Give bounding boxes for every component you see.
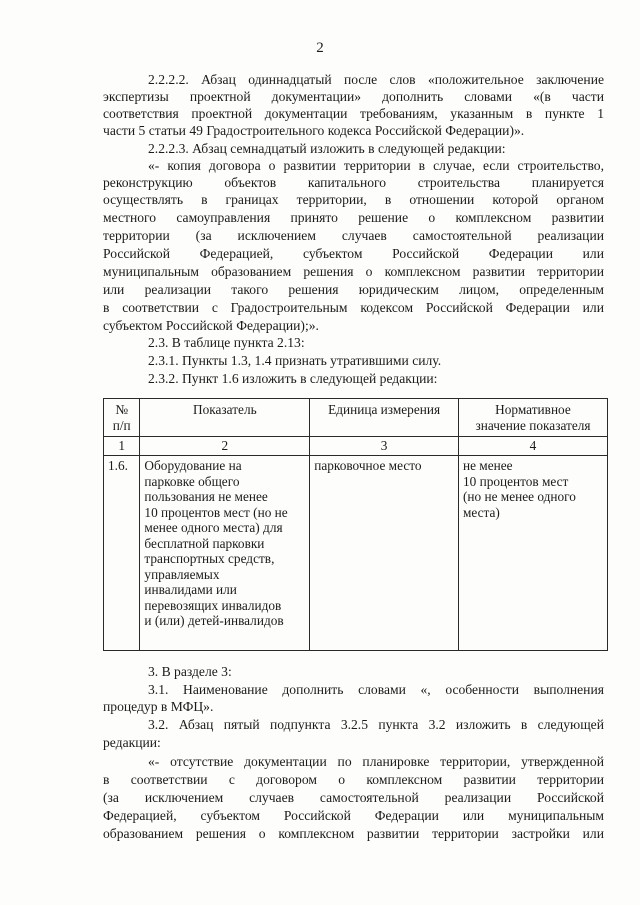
paragraph-heading: 2.3.2. Пункт 1.6 изложить в следующей редакции: bbox=[148, 371, 438, 386]
column-number: 1 bbox=[104, 437, 140, 456]
paragraph-line: редакции: bbox=[103, 735, 161, 750]
row-indicator bbox=[140, 456, 310, 651]
section-heading: 3. В разделе 3: bbox=[148, 664, 232, 679]
indicator-line: транспортных средств, bbox=[144, 551, 275, 566]
quote-line: в соответствии с договором о комплексном развитии территории bbox=[103, 772, 604, 787]
paragraph-line: 3.2. Абзац пятый подпункта 3.2.5 пункта 3.2 изложить в следующей bbox=[148, 717, 604, 732]
paragraph-heading: 2.2.2.3. Абзац семнадцатый изложить в следующей редакции: bbox=[148, 141, 506, 156]
paragraph-line: соответствия проектной документации требованиям, указанным в пункте 1 bbox=[103, 106, 604, 121]
quote-line: местного самоуправления принято решение о комплексном развитии bbox=[103, 210, 604, 225]
header-norm-line: значение показателя bbox=[475, 417, 591, 433]
indicator-line: менее одного места) для bbox=[144, 520, 283, 535]
quote-line: (за исключением случаев самостоятельной реализации Российской bbox=[103, 790, 604, 805]
indicator-line: 10 процентов мест (но не bbox=[144, 504, 288, 520]
indicator-line: пользования не менее bbox=[144, 489, 268, 504]
indicator-line: бесплатной парковки bbox=[144, 535, 265, 551]
quote-line: в соответствии с Градостроительным кодексом Российской Федерации или bbox=[103, 300, 604, 315]
table-column-numbers-row bbox=[104, 437, 608, 456]
header-norm bbox=[458, 399, 607, 437]
page-number: 2 bbox=[316, 40, 324, 56]
paragraph-heading: 2.3. В таблице пункта 2.13: bbox=[148, 335, 305, 350]
quote-line: осуществлять в границах территории, в отношении которой органом bbox=[103, 192, 604, 207]
quote-line: «- отсутствие документации по планировке территории, утвержденной bbox=[148, 754, 604, 769]
quote-line: реконструкцию объектов капитального строительства планируется bbox=[103, 175, 604, 190]
indicator-line: инвалидами или bbox=[144, 582, 237, 597]
paragraph-line: процедур в МФЦ». bbox=[103, 699, 214, 714]
table-header-row bbox=[104, 399, 608, 437]
norm-line: (но не менее одного bbox=[462, 489, 576, 504]
paragraph-line: экспертизы проектной документации» дополнить словами «(в части bbox=[103, 89, 604, 104]
indicator-table bbox=[103, 398, 608, 651]
column-number: 4 bbox=[458, 437, 607, 456]
paragraph-line: 2.2.2.2. Абзац одиннадцатый после слов «положительное заключение bbox=[148, 72, 604, 87]
header-number bbox=[104, 399, 140, 437]
header-number-line: № bbox=[115, 402, 129, 417]
indicator-line: Оборудование на bbox=[144, 458, 242, 473]
header-unit: Единица измерения bbox=[310, 399, 459, 437]
quote-line: Федерацией, субъектом Российской Федерации или муниципальным bbox=[103, 808, 604, 823]
indicator-line: перевозящих инвалидов bbox=[144, 597, 282, 613]
norm-line: места) bbox=[462, 504, 500, 520]
quote-line: муниципальным образованием решения о комплексном развитии территории bbox=[103, 264, 604, 279]
indicator-line: и (или) детей-инвалидов bbox=[144, 613, 284, 628]
indicator-line: управляемых bbox=[144, 566, 220, 582]
quote-line: территории (за исключением случаев самостоятельной реализации bbox=[103, 228, 604, 243]
paragraph-line: части 5 статьи 49 Градостроительного кодекса Российской Федерации)». bbox=[103, 123, 525, 138]
norm-line: не менее bbox=[462, 458, 513, 473]
indicator-line: парковке общего bbox=[144, 473, 240, 489]
header-number-line: п/п bbox=[112, 417, 131, 433]
quote-line: Российской Федерацией, субъектом Российской Федерации или bbox=[103, 246, 604, 261]
quote-line: «- копия договора о развитии территории в случае, если строительство, bbox=[148, 158, 604, 173]
quote-line: субъектом Российской Федерации);». bbox=[103, 318, 319, 333]
quote-line: образованием решения о комплексном развитии территории застройки или bbox=[103, 826, 604, 841]
column-number: 3 bbox=[310, 437, 459, 456]
paragraph-heading: 2.3.1. Пункты 1.3, 1.4 признать утратившими силу. bbox=[148, 353, 442, 368]
row-unit: парковочное место bbox=[310, 456, 459, 651]
table-row bbox=[104, 456, 608, 651]
header-indicator: Показатель bbox=[140, 399, 310, 437]
row-number: 1.6. bbox=[104, 456, 140, 651]
paragraph-line: 3.1. Наименование дополнить словами «, особенности выполнения bbox=[148, 682, 604, 697]
header-norm-line: Нормативное bbox=[495, 402, 571, 417]
norm-line: 10 процентов мест bbox=[462, 473, 569, 489]
quote-line: или реализации такого решения юридическим лицом, определенным bbox=[103, 282, 604, 297]
column-number: 2 bbox=[140, 437, 310, 456]
row-norm bbox=[458, 456, 607, 651]
